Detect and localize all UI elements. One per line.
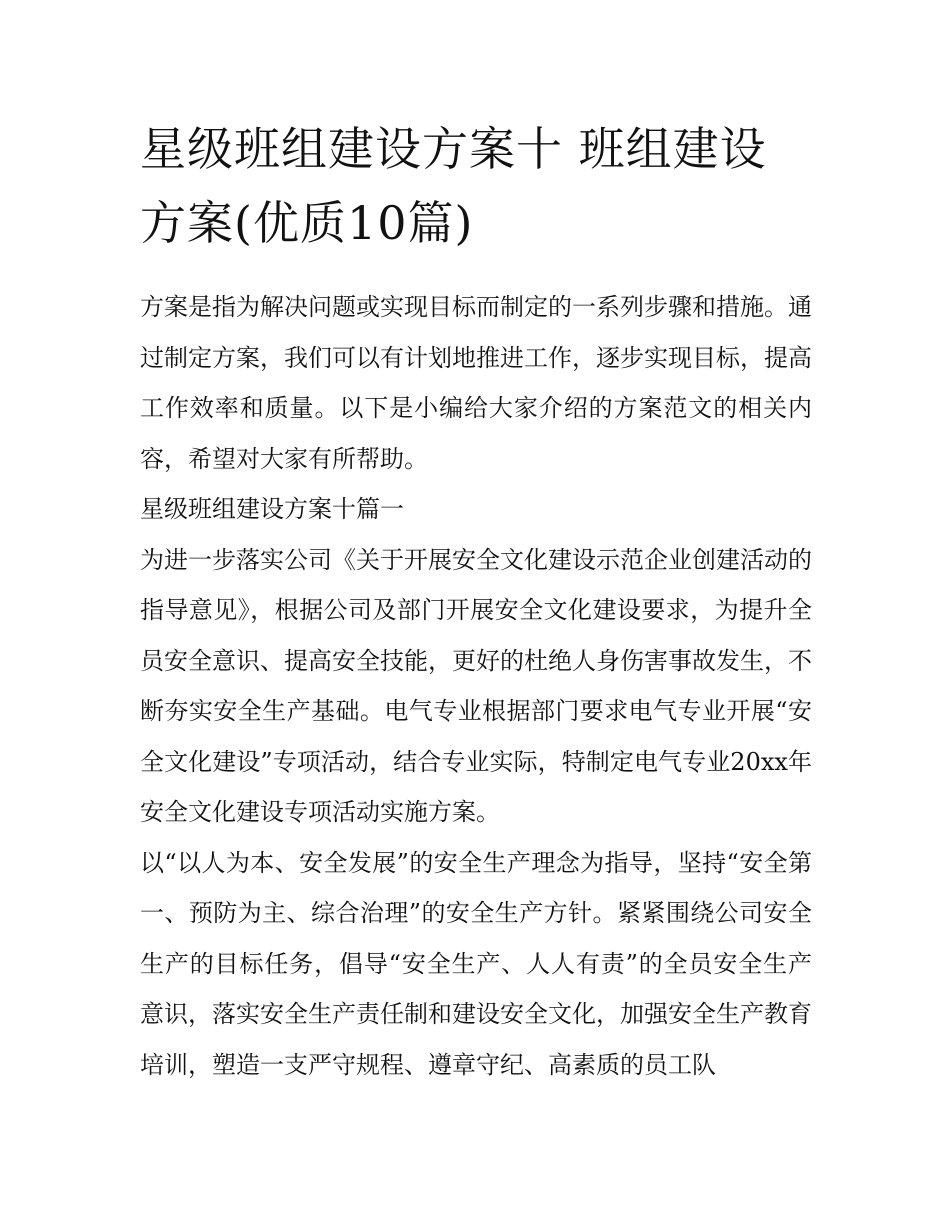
intro-paragraph: 方案是指为解决问题或实现目标而制定的一系列步骤和措施。通过制定方案，我们可以有计划地推进工作，逐步实现目标，提高工作效率和质量。以下是小编给大家介绍的方案范文的相关内容，希望对大家有所帮助。 (140, 293, 812, 473)
body-paragraph-guideline: 以“以人为本、安全发展”的安全生产理念为指导，坚持“安全第一、预防为主、综合治理”的安全生产方针。紧紧围绕公司安全生产的目标任务，倡导“安全生产、人人有责”的全员安全生产意识，落实安全生产责任制和建设安全文化，加强安全生产教育培训，塑造一支严守规程、遵章守纪、高素质的员工队 (140, 848, 812, 1079)
document-title: 星级班组建设方案十 班组建设方案(优质10篇) (140, 122, 767, 250)
document-body (140, 112, 812, 1090)
body-paragraph-purpose: 为进一步落实公司《关于开展安全文化建设示范企业创建活动的指导意见》，根据公司及部门开展安全文化建设要求，为提升全员安全意识、提高安全技能，更好的杜绝人身伤害事故发生，不断夯实安全生产基础。电气专业根据部门要求电气专业开展“安全文化建设”专项活动，结合专业实际，特制定电气专业20xx年安全文化建设专项活动实施方案。 (140, 545, 812, 826)
section-heading: 星级班组建设方案十篇一 (140, 495, 404, 523)
